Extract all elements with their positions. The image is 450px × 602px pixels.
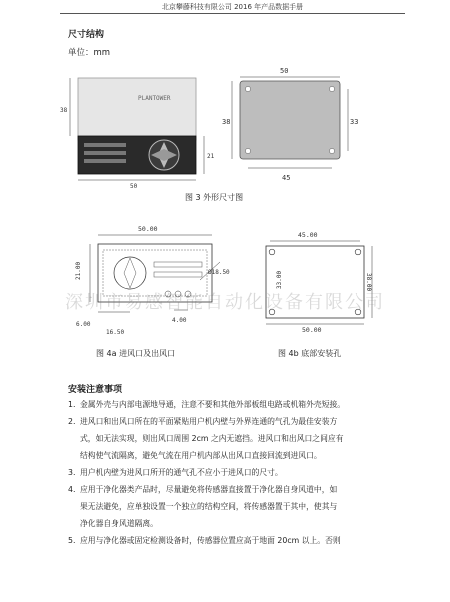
sensor-plate	[240, 81, 340, 159]
mounting-hole	[245, 148, 250, 153]
dim-4a-diameter: Ø18.50	[208, 269, 230, 276]
list-item: 4. 应用于净化器类产品时，尽量避免将传感器直接置于净化器自身风道中，如 果无法避免，应单独设置一个独立的结构空间，将传感器置于其中，使其与 净化器自身风道隔离。	[68, 485, 338, 528]
dim-4b-top: 45.00	[298, 231, 318, 239]
list-item: 5. 应用与净化器或固定检测设备时，传感器位置应高于地面 20cm 以上。否则	[68, 536, 341, 545]
air-inlet	[114, 257, 146, 289]
install-list	[68, 396, 408, 549]
figure4b-caption: 图 4b 底部安装孔	[278, 349, 342, 358]
vent-slot	[84, 159, 126, 163]
dim-inner-width: 45	[282, 174, 291, 182]
mounting-hole	[329, 148, 334, 153]
brand-label: PLANTOWER	[138, 95, 171, 102]
dim-side-height: 38	[60, 107, 68, 114]
list-item: 3. 用户机内壁为进风口所开的通气孔不应小于进风口的尺寸。	[68, 468, 283, 477]
dim-4a-a: 6.00	[76, 321, 91, 328]
dim-4a-height: 21.00	[75, 261, 82, 280]
vent-slot	[84, 151, 126, 155]
dim-small: 21	[207, 153, 215, 160]
dim-4a-b: 16.50	[106, 329, 125, 336]
dim-top-width: 50	[280, 67, 289, 75]
dim-4b-left: 33.00	[276, 270, 283, 289]
airflow-drawing	[70, 222, 250, 340]
unit-label: 单位：mm	[68, 48, 111, 58]
dim-4a-c: 4.00	[172, 317, 187, 324]
dim-4b-bottom: 50.00	[302, 326, 322, 333]
air-outlet	[154, 272, 202, 277]
dim-bottom-width: 50	[130, 183, 138, 190]
dim-right-height: 33	[350, 118, 359, 126]
mounting-hole	[269, 249, 275, 255]
dim-4a-width: 50.00	[138, 225, 158, 233]
dim-4b-right: 38.00	[365, 273, 372, 292]
mounting-hole	[355, 249, 361, 255]
figure3-caption: 图 3 外形尺寸图	[185, 193, 244, 202]
air-outlet	[154, 262, 202, 267]
sensor-body	[78, 78, 196, 140]
mounting-hole	[329, 86, 334, 91]
mounting-hole	[245, 86, 250, 91]
vent-slot	[84, 143, 126, 147]
mounting-holes-drawing	[258, 228, 383, 333]
sensor-3d-drawing	[58, 70, 218, 190]
page-header: 北京攀藤科技有限公司 2016 年产品数据手册	[161, 3, 304, 11]
header-divider	[60, 13, 405, 14]
install-title: 安装注意事项	[68, 385, 123, 395]
section-title: 尺寸结构	[68, 30, 105, 40]
watermark: 深圳市易感智能自动化设备有限公司	[65, 292, 385, 313]
sensor-plate-drawing	[222, 64, 362, 186]
figure4a-caption: 图 4a 进风口及出风口	[96, 349, 176, 358]
dim-left-height: 38	[222, 118, 231, 126]
list-item: 2. 进风口和出风口所在的平面紧贴用户机内壁与外界连通的气孔为最佳安装方 式，如无法实现，则出风口周围 2cm 之内无遮挡。进风口和出风口之间应有 结构使气流隔离，避免气流在用户机内部从出风口直接回流到进风口。	[68, 417, 344, 460]
list-item: 1. 金属外壳与内部电源地导通，注意不要和其他外部板组电路或机箱外壳短接。	[68, 400, 346, 409]
